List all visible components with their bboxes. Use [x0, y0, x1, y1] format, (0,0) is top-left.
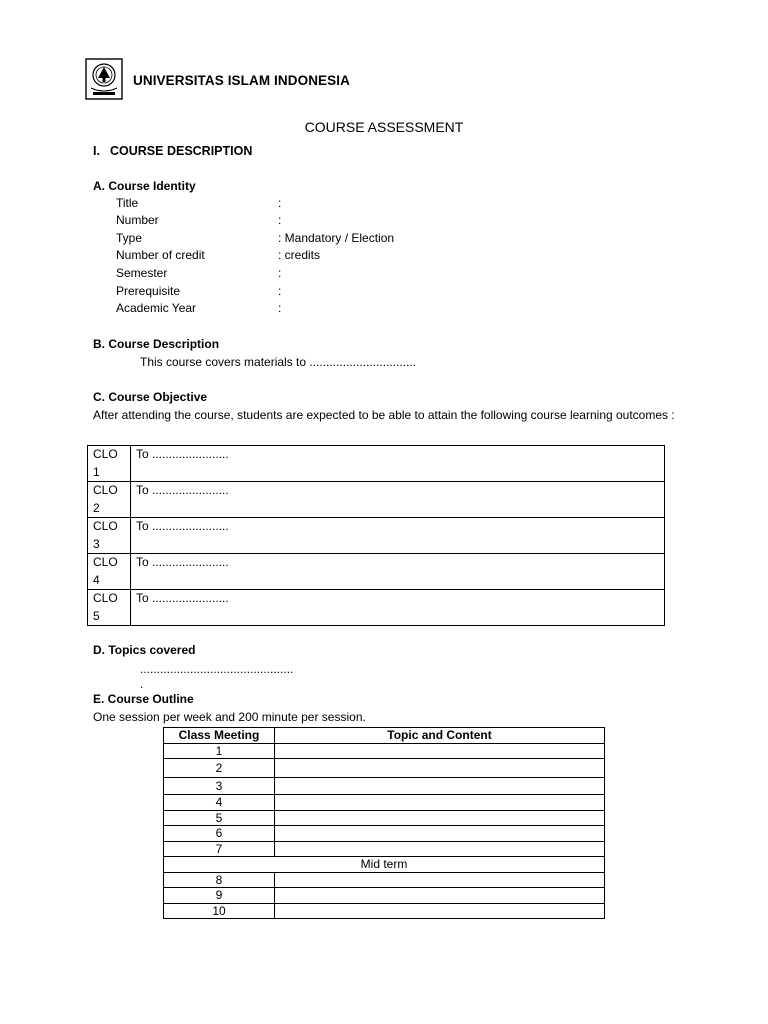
topic-cell — [275, 841, 605, 857]
topic-cell — [275, 778, 605, 795]
meeting-number: 7 — [164, 841, 275, 857]
table-row — [88, 518, 665, 554]
clo-text: To ....................... — [131, 446, 665, 482]
identity-value: : — [278, 213, 282, 227]
clo-table — [87, 445, 665, 626]
meeting-number: 3 — [164, 778, 275, 795]
identity-label: Prerequisite — [116, 284, 181, 298]
identity-value: : — [278, 301, 282, 315]
section-title: COURSE DESCRIPTION — [110, 144, 253, 158]
table-row — [164, 759, 605, 778]
objective-intro: After attending the course, students are expected to be able to attain the following course learning outcomes : — [93, 408, 675, 422]
clo-key: CLO 1 — [88, 446, 131, 482]
outline-heading: E. Course Outline — [93, 692, 194, 706]
clo-text: To ....................... — [131, 482, 665, 518]
identity-value: : — [278, 266, 282, 280]
table-row — [164, 743, 605, 759]
meeting-number: 4 — [164, 795, 275, 811]
column-header: Topic and Content — [275, 728, 605, 744]
topic-cell — [275, 795, 605, 811]
clo-text: To ....................... — [131, 518, 665, 554]
outline-intro: One session per week and 200 minute per session. — [93, 710, 366, 724]
topic-cell — [275, 903, 605, 919]
clo-key: CLO 4 — [88, 554, 131, 590]
table-row — [88, 590, 665, 626]
topic-cell — [275, 888, 605, 904]
meeting-number: 2 — [164, 759, 275, 778]
table-row — [164, 903, 605, 919]
clo-key: CLO 2 — [88, 482, 131, 518]
topic-cell — [275, 826, 605, 842]
topics-heading: D. Topics covered — [93, 643, 196, 657]
meeting-number: 9 — [164, 888, 275, 904]
topics-line: .............................................. — [140, 662, 294, 676]
topic-cell — [275, 872, 605, 888]
identity-label: Number of credit — [116, 248, 205, 262]
midterm-row — [164, 857, 605, 873]
clo-text: To ....................... — [131, 590, 665, 626]
meeting-number: 8 — [164, 872, 275, 888]
identity-label: Semester — [116, 266, 168, 280]
table-row — [88, 482, 665, 518]
university-logo — [85, 58, 123, 100]
university-name: UNIVERSITAS ISLAM INDONESIA — [133, 73, 350, 88]
identity-value: : — [278, 284, 282, 298]
meeting-number: 5 — [164, 810, 275, 826]
identity-value: : Mandatory / Election — [278, 231, 395, 245]
identity-label: Type — [116, 231, 143, 245]
table-row — [88, 554, 665, 590]
topic-cell — [275, 743, 605, 759]
description-text: This course covers materials to ................................ — [140, 355, 417, 369]
table-row — [164, 778, 605, 795]
clo-key: CLO 5 — [88, 590, 131, 626]
identity-label: Title — [116, 196, 139, 210]
outline-table — [163, 727, 605, 919]
meeting-number: 10 — [164, 903, 275, 919]
objective-heading: C. Course Objective — [93, 390, 208, 404]
description-heading: B. Course Description — [93, 337, 220, 351]
table-row — [164, 872, 605, 888]
identity-value: : — [278, 196, 282, 210]
table-row — [164, 826, 605, 842]
topic-cell — [275, 810, 605, 826]
identity-label: Academic Year — [116, 301, 197, 315]
column-header: Class Meeting — [164, 728, 275, 744]
table-header-row — [164, 728, 605, 744]
meeting-number: 1 — [164, 743, 275, 759]
clo-text: To ....................... — [131, 554, 665, 590]
table-row — [164, 888, 605, 904]
identity-value: : credits — [278, 248, 321, 262]
table-row — [164, 841, 605, 857]
meeting-number: 6 — [164, 826, 275, 842]
table-row — [164, 795, 605, 811]
table-row — [164, 810, 605, 826]
clo-key: CLO 3 — [88, 518, 131, 554]
midterm-label: Mid term — [164, 857, 605, 873]
document-title: COURSE ASSESSMENT — [304, 119, 464, 135]
table-row — [88, 446, 665, 482]
topic-cell — [275, 759, 605, 778]
identity-heading: A. Course Identity — [93, 179, 196, 193]
section-number: I. — [93, 144, 100, 158]
topics-line: . — [140, 677, 144, 691]
identity-label: Number — [116, 213, 159, 227]
